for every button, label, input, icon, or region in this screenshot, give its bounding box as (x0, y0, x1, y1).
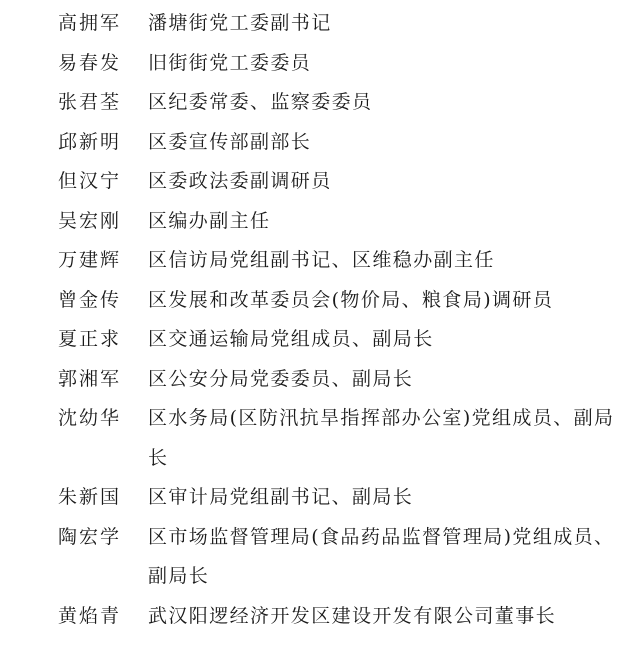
person-name: 易春发 (58, 51, 122, 74)
position-title: 区纪委常委、监察委委员 (148, 91, 373, 113)
person-name: 陶宏学 (58, 525, 122, 548)
person-name: 邱新明 (58, 130, 122, 153)
person-name: 夏正求 (58, 328, 122, 350)
position-title: 区委政法委副调研员 (148, 170, 332, 192)
position-title: 潘塘街党工委副书记 (148, 12, 332, 34)
list-item (58, 202, 633, 242)
list-item (58, 162, 633, 202)
position-title: 区公安分局党委委员、副局长 (148, 367, 414, 390)
position-title: 区交通运输局党组成员、副局长 (148, 328, 434, 350)
list-item (58, 4, 633, 44)
position-title: 区委宣传部副部长 (148, 130, 312, 153)
list-item (58, 281, 633, 321)
list-item (58, 360, 633, 400)
person-name: 沈幼华 (58, 407, 122, 429)
list-item (58, 241, 633, 281)
appointment-list (58, 4, 633, 636)
person-name: 但汉宁 (58, 170, 122, 192)
person-name: 高拥军 (58, 12, 122, 34)
person-name: 朱新国 (58, 486, 122, 508)
list-item (58, 123, 633, 163)
list-item (58, 518, 633, 597)
position-title: 区水务局(区防汛抗旱指挥部办公室)党组成员、副局长 (148, 407, 615, 469)
position-title: 武汉阳逻经济开发区建设开发有限公司董事长 (148, 604, 557, 627)
position-title: 区发展和改革委员会(物价局、粮食局)调研员 (148, 288, 554, 311)
list-item (58, 478, 633, 518)
person-name: 曾金传 (58, 288, 122, 311)
person-name: 张君荃 (58, 91, 122, 113)
position-title: 区审计局党组副书记、副局长 (148, 486, 414, 508)
position-title: 区信访局党组副书记、区维稳办副主任 (148, 249, 495, 271)
person-name: 万建辉 (58, 249, 122, 271)
position-title: 区市场监督管理局(食品药品监督管理局)党组成员、副局长 (148, 525, 615, 587)
person-name: 郭湘军 (58, 367, 122, 390)
position-title: 旧街街党工委委员 (148, 51, 312, 74)
person-name: 吴宏刚 (58, 209, 122, 232)
list-item (58, 320, 633, 360)
list-item (58, 597, 633, 637)
list-item (58, 399, 633, 478)
list-item (58, 83, 633, 123)
position-title: 区编办副主任 (148, 209, 271, 232)
list-item (58, 44, 633, 84)
person-name: 黄焰青 (58, 604, 122, 627)
